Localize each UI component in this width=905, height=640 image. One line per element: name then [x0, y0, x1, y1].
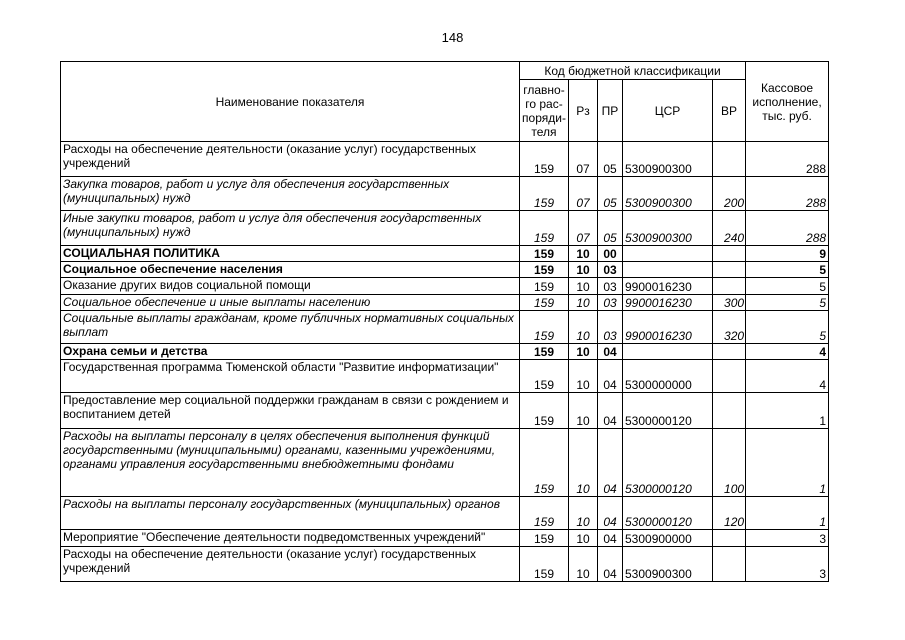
- row-name-cell: Расходы на выплаты персоналу в целях обеспечения выполнения функций государственными (муниципальными) органами, казенными учреждениями, органами управления государственными внебюджетными фондами: [61, 429, 520, 497]
- row-amount-cell: 1: [746, 429, 829, 497]
- row-gr-cell: 159: [520, 311, 569, 344]
- row-pr-cell: 05: [598, 211, 623, 246]
- table-header: [61, 62, 829, 142]
- row-vr-cell: [713, 246, 746, 262]
- row-name-cell: Расходы на выплаты персоналу государственных (муниципальных) органов: [61, 497, 520, 530]
- row-amount-cell: 9: [746, 246, 829, 262]
- row-amount-cell: 3: [746, 530, 829, 547]
- row-gr-cell: 159: [520, 278, 569, 295]
- row-pr-cell: 03: [598, 262, 623, 278]
- table-row: [61, 344, 829, 360]
- row-pr-cell: 04: [598, 344, 623, 360]
- row-pr-cell: 04: [598, 547, 623, 582]
- row-pr-cell: 04: [598, 530, 623, 547]
- row-pr-cell: 03: [598, 295, 623, 311]
- row-gr-cell: 159: [520, 497, 569, 530]
- table-row: [61, 142, 829, 177]
- row-name-cell: Оказание других видов социальной помощи: [61, 278, 520, 295]
- row-amount-cell: 1: [746, 393, 829, 429]
- row-pr-cell: 03: [598, 278, 623, 295]
- row-name-cell: Мероприятие "Обеспечение деятельности подведомственных учреждений": [61, 530, 520, 547]
- row-vr-cell: 200: [713, 177, 746, 211]
- row-gr-cell: 159: [520, 142, 569, 177]
- row-amount-cell: 5: [746, 295, 829, 311]
- row-rz-cell: 10: [569, 547, 598, 582]
- row-amount-cell: 3: [746, 547, 829, 582]
- row-pr-cell: 00: [598, 246, 623, 262]
- row-vr-cell: 320: [713, 311, 746, 344]
- row-amount-cell: 1: [746, 497, 829, 530]
- row-vr-cell: [713, 530, 746, 547]
- row-rz-cell: 10: [569, 497, 598, 530]
- row-rz-cell: 10: [569, 429, 598, 497]
- row-csr-cell: 5300000120: [623, 393, 713, 429]
- row-gr-cell: 159: [520, 429, 569, 497]
- table-row: [61, 429, 829, 497]
- row-rz-cell: 10: [569, 246, 598, 262]
- row-pr-cell: 04: [598, 429, 623, 497]
- row-gr-cell: 159: [520, 211, 569, 246]
- row-csr-cell: 5300000120: [623, 497, 713, 530]
- row-gr-cell: 159: [520, 246, 569, 262]
- row-gr-cell: 159: [520, 344, 569, 360]
- row-amount-cell: 288: [746, 142, 829, 177]
- row-csr-cell: 5300900300: [623, 142, 713, 177]
- row-pr-cell: 03: [598, 311, 623, 344]
- header-rz: Рз: [569, 80, 598, 142]
- row-gr-cell: 159: [520, 393, 569, 429]
- row-vr-cell: [713, 393, 746, 429]
- row-name-cell: СОЦИАЛЬНАЯ ПОЛИТИКА: [61, 246, 520, 262]
- table-body: [61, 142, 829, 582]
- row-amount-cell: 4: [746, 344, 829, 360]
- row-name-cell: Предоставление мер социальной поддержки гражданам в связи с рождением и воспитанием детей: [61, 393, 520, 429]
- row-name-cell: Закупка товаров, работ и услуг для обеспечения государственных (муниципальных) нужд: [61, 177, 520, 211]
- row-csr-cell: 5300900300: [623, 211, 713, 246]
- table-row: [61, 295, 829, 311]
- header-vr: ВР: [713, 80, 746, 142]
- row-csr-cell: 5300900000: [623, 530, 713, 547]
- table-row: [61, 177, 829, 211]
- row-rz-cell: 10: [569, 530, 598, 547]
- row-csr-cell: [623, 262, 713, 278]
- row-amount-cell: 288: [746, 177, 829, 211]
- table-row: [61, 311, 829, 344]
- header-gr: главно-го рас-поряди-теля: [520, 80, 569, 142]
- row-pr-cell: 05: [598, 177, 623, 211]
- row-amount-cell: 4: [746, 360, 829, 393]
- row-gr-cell: 159: [520, 360, 569, 393]
- row-vr-cell: 240: [713, 211, 746, 246]
- table-row: [61, 278, 829, 295]
- row-csr-cell: 9900016230: [623, 311, 713, 344]
- row-csr-cell: 5300000120: [623, 429, 713, 497]
- row-pr-cell: 04: [598, 360, 623, 393]
- row-gr-cell: 159: [520, 177, 569, 211]
- header-amount: Кассовое исполнение, тыс. руб.: [746, 62, 829, 142]
- row-name-cell: Государственная программа Тюменской области "Развитие информатизации": [61, 360, 520, 393]
- row-rz-cell: 07: [569, 177, 598, 211]
- row-name-cell: Охрана семьи и детства: [61, 344, 520, 360]
- row-csr-cell: 9900016230: [623, 295, 713, 311]
- page-number: 148: [441, 30, 464, 45]
- row-gr-cell: 159: [520, 530, 569, 547]
- row-vr-cell: [713, 547, 746, 582]
- row-rz-cell: 07: [569, 142, 598, 177]
- header-csr: ЦСР: [623, 80, 713, 142]
- row-csr-cell: 5300000000: [623, 360, 713, 393]
- row-pr-cell: 05: [598, 142, 623, 177]
- row-rz-cell: 07: [569, 211, 598, 246]
- row-vr-cell: 100: [713, 429, 746, 497]
- row-name-cell: Социальное обеспечение и иные выплаты населению: [61, 295, 520, 311]
- row-amount-cell: 5: [746, 311, 829, 344]
- row-vr-cell: 120: [713, 497, 746, 530]
- row-rz-cell: 10: [569, 311, 598, 344]
- header-pr: ПР: [598, 80, 623, 142]
- row-vr-cell: [713, 142, 746, 177]
- row-name-cell: Социальное обеспечение населения: [61, 262, 520, 278]
- row-name-cell: Расходы на обеспечение деятельности (оказание услуг) государственных учреждений: [61, 547, 520, 582]
- row-rz-cell: 10: [569, 393, 598, 429]
- row-rz-cell: 10: [569, 262, 598, 278]
- row-pr-cell: 04: [598, 497, 623, 530]
- row-rz-cell: 10: [569, 278, 598, 295]
- row-amount-cell: 288: [746, 211, 829, 246]
- row-csr-cell: 5300900300: [623, 177, 713, 211]
- row-gr-cell: 159: [520, 295, 569, 311]
- row-csr-cell: 9900016230: [623, 278, 713, 295]
- row-amount-cell: 5: [746, 278, 829, 295]
- row-pr-cell: 04: [598, 393, 623, 429]
- table-row: [61, 393, 829, 429]
- table-row: [61, 246, 829, 262]
- table-row: [61, 211, 829, 246]
- row-gr-cell: 159: [520, 547, 569, 582]
- budget-table: [60, 61, 829, 582]
- row-name-cell: Расходы на обеспечение деятельности (оказание услуг) государственных учреждений: [61, 142, 520, 177]
- row-name-cell: Иные закупки товаров, работ и услуг для обеспечения государственных (муниципальных) нужд: [61, 211, 520, 246]
- header-budget-classification: Код бюджетной классификации: [520, 62, 746, 80]
- row-name-cell: Социальные выплаты гражданам, кроме публичных нормативных социальных выплат: [61, 311, 520, 344]
- row-vr-cell: [713, 360, 746, 393]
- row-rz-cell: 10: [569, 344, 598, 360]
- row-vr-cell: [713, 278, 746, 295]
- header-name: Наименование показателя: [61, 62, 520, 142]
- row-vr-cell: 300: [713, 295, 746, 311]
- table-row: [61, 262, 829, 278]
- row-rz-cell: 10: [569, 360, 598, 393]
- row-vr-cell: [713, 262, 746, 278]
- row-csr-cell: [623, 246, 713, 262]
- row-gr-cell: 159: [520, 262, 569, 278]
- row-rz-cell: 10: [569, 295, 598, 311]
- table-row: [61, 360, 829, 393]
- table-row: [61, 547, 829, 582]
- row-csr-cell: 5300900300: [623, 547, 713, 582]
- table-row: [61, 530, 829, 547]
- row-vr-cell: [713, 344, 746, 360]
- row-csr-cell: [623, 344, 713, 360]
- row-amount-cell: 5: [746, 262, 829, 278]
- table-row: [61, 497, 829, 530]
